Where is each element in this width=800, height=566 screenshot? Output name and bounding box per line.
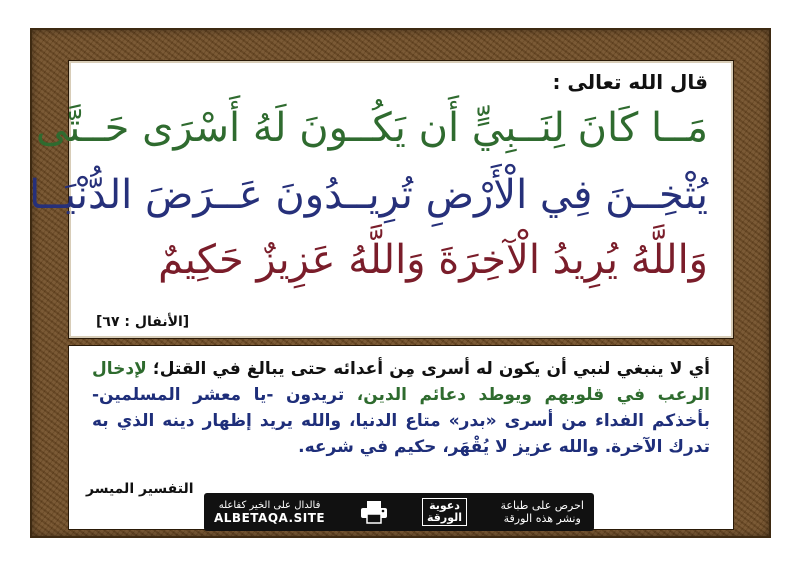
printer-icon: [359, 500, 389, 524]
footer-site-block: [214, 500, 325, 525]
logo: [422, 498, 467, 526]
tafsir-source: التفسير الميسر: [86, 481, 194, 497]
footer-cta: [501, 499, 584, 525]
logo-line-2: الورقة: [427, 511, 463, 524]
tafsir-part-1: أي لا ينبغي لنبي أن يكون له أسرى مِن أعدائه حتى يبالغ في القتل؛: [146, 359, 710, 379]
tafsir-text: [92, 356, 710, 460]
footer-cta-line-2: ونشر هذه الورقة: [503, 512, 581, 525]
verse-line-3: وَاللَّهُ يُرِيدُ الْآخِرَةَ وَاللَّهُ عَزِيزٌ حَكِيمٌ: [158, 237, 708, 283]
footer-cta-line-1: احرص على طباعة: [500, 499, 584, 512]
logo-line-1: دعوية: [429, 499, 460, 512]
verse-reference: [الأنفال : ٦٧]: [96, 314, 190, 330]
tafsir-part-3: تريدون -يا معشر المسلمين- بأخذكم الفداء من أسرى «بدر» متاع الدنيا، والله يريد إظهار دينه الذي به تدرك الآخرة. والله عزيز لا يُقْهَر، حكيم في شرعه.: [92, 385, 710, 457]
tafsir-part-2: لإدخال الرعب في قلوبهم ويوطد دعائم الدين،: [92, 359, 710, 405]
verse-line-2: يُثْخِــنَ فِي الْأَرْضِ تُرِيــدُونَ عَــرَضَ الدُّنْيَــا: [29, 172, 708, 218]
footer-site: ALBETAQA.SITE: [214, 510, 326, 525]
footer-banner: [204, 493, 594, 531]
verse-intro: قال الله تعالى :: [552, 70, 708, 94]
footer-hadith: فالدال على الخير كفاعله: [218, 499, 321, 511]
verse-line-1: مَــا كَانَ لِنَــبِيٍّ أَن يَكُــونَ لَهُ أَسْرَى حَــتَّى: [35, 105, 708, 151]
